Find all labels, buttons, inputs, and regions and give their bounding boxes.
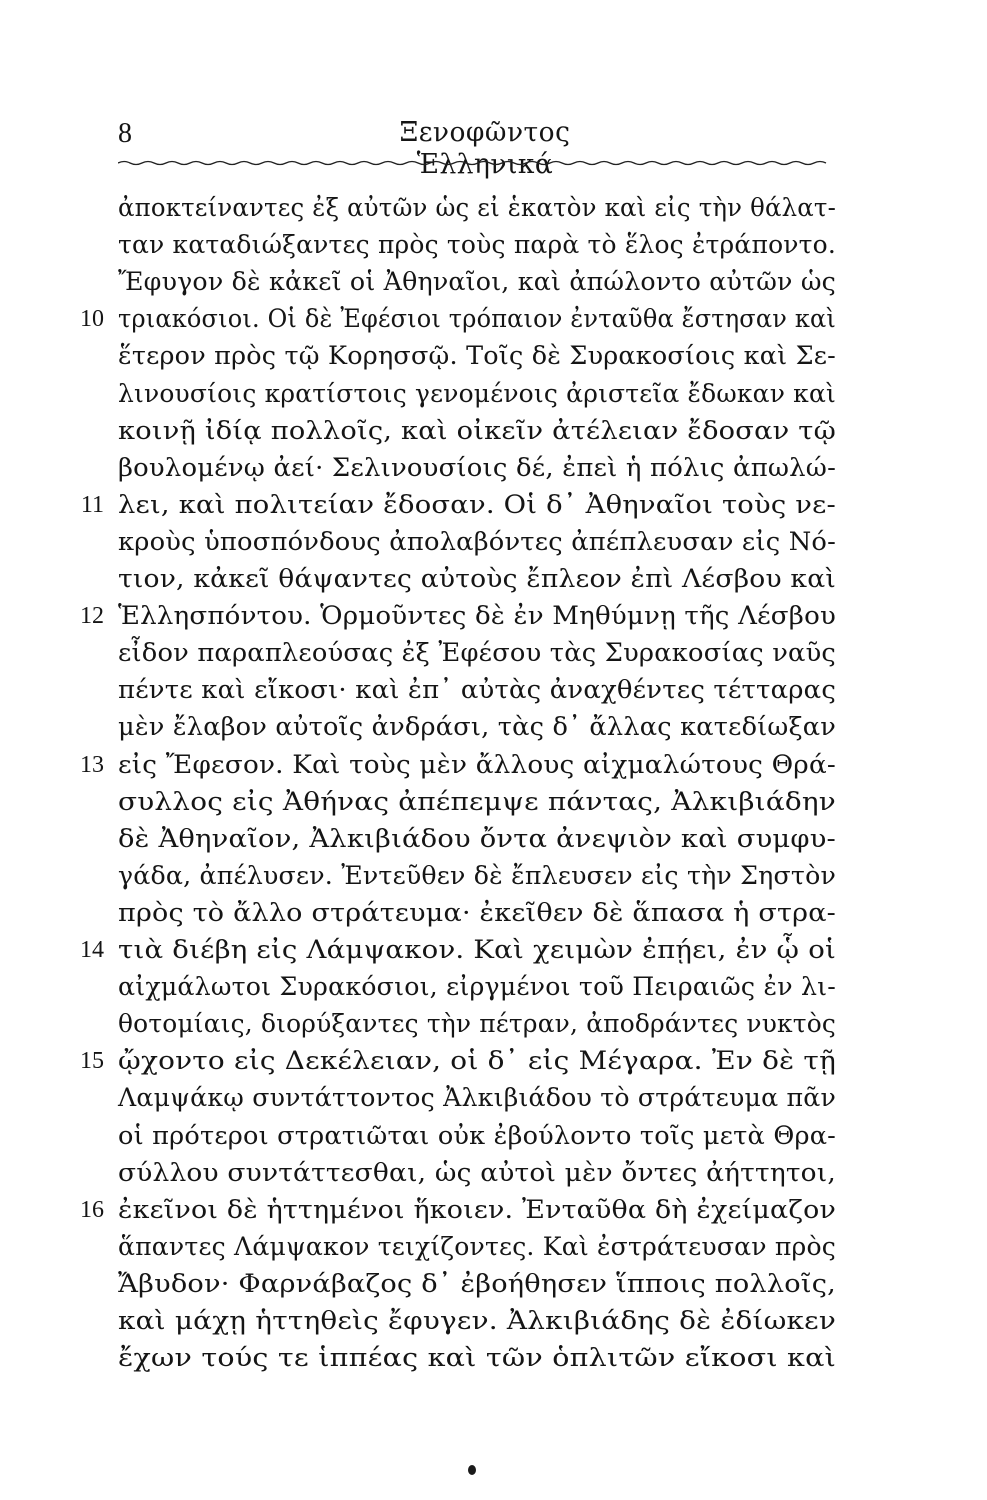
section-number: 12 [80,603,104,630]
text-line: μὲν ἔλαβον αὐτοῖς ἀνδράσι, τὰς δ᾽ ἄλλας κατεδίωξαν [118,712,837,742]
section-number: 16 [80,1196,104,1223]
body-text [0,188,987,1408]
text-line: οἱ πρότεροι στρατιῶται οὐκ ἐβούλοντο τοῖς μετὰ Θρα- [118,1120,837,1150]
text-line: Ἑλλησπόντου. Ὁρμοῦντες δὲ ἐν Μηθύμνῃ τῆς Λέσβου [118,601,836,631]
text-line: τιὰ διέβη εἰς Λάμψακον. Καὶ χειμὼν ἐπῄει, ἐν ᾧ οἱ [118,935,837,964]
section-number: 14 [80,937,104,963]
text-line: ἐκεῖνοι δὲ ἡττημένοι ἥκοιεν. Ἐνταῦθα δὴ ἐχείμαζον [118,1194,837,1224]
text-line: θοτομίαις, διορύξαντες τὴν πέτραν, ἀποδράντες νυκτὸς [118,1009,837,1039]
text-line: κροὺς ὑποσπόνδους ἀπολαβόντες ἀπέπλευσαν εἰς Νό- [118,526,837,556]
text-line: λινουσίοις κρατίστοις γενομένοις ἀριστεῖα ἔδωκαν καὶ [118,378,836,408]
text-line: εἰς Ἔφεσον. Καὶ τοὺς μὲν ἄλλους αἰχμαλώτους Θρά- [118,749,836,779]
text-line: ἅπαντες Λάμψακον τειχίζοντες. Καὶ ἐστράτευσαν πρὸς [118,1231,837,1261]
text-line: τριακόσιοι. Οἱ δὲ Ἐφέσιοι τρόπαιον ἐνταῦθα ἔστησαν καὶ [118,304,837,334]
text-line: εἶδον παραπλεούσας ἐξ Ἐφέσου τὰς Συρακοσίας ναῦς [118,638,837,668]
text-line: γάδα, ἀπέλυσεν. Ἐντεῦθεν δὲ ἔπλευσεν εἰς τὴν Σηστὸν [118,860,836,890]
text-line: σύλλου συντάττεσθαι, ὡς αὐτοὶ μὲν ὄντες ἀήττητοι, [118,1157,836,1187]
text-line: καὶ μάχῃ ἡττηθεὶς ἔφυγεν. Ἀλκιβιάδης δὲ ἐδίωκεν [118,1306,836,1335]
text-line: ᾤχοντο εἰς Δεκέλειαν, οἱ δ᾽ εἰς Μέγαρα. Ἐν δὲ τῇ [118,1046,837,1076]
text-line: αἰχμάλωτοι Συρακόσιοι, εἰργμένοι τοῦ Πειραιῶς ἐν λι- [118,972,836,1002]
text-line: ἔχων τούς τε ἱππέας καὶ τῶν ὁπλιτῶν εἴκοσι καὶ [118,1343,837,1373]
text-line: λει, καὶ πολιτείαν ἔδοσαν. Οἱ δ᾽ Ἀθηναῖοι τοὺς νε- [118,489,837,519]
ink-speck [468,1465,476,1475]
page-number: 8 [118,118,132,149]
text-line: τιον, κἀκεῖ θάψαντες αὐτοὺς ἔπλεον ἐπὶ Λέσβου καὶ [118,564,837,593]
text-line: βουλομένῳ ἀεί· Σελινουσίοις δέ, ἐπεὶ ἡ πόλις ἀπωλώ- [118,452,837,482]
header-rule-line [118,160,828,166]
text-line: Ἔφυγον δὲ κἀκεῖ οἱ Ἀθηναῖοι, καὶ ἀπώλοντο αὐτῶν ὡς [118,267,836,297]
text-line: δὲ Ἀθηναῖον, Ἀλκιβιάδου ὄντα ἀνεψιὸν καὶ συμφυ- [118,823,837,853]
text-line: συλλος εἰς Ἀθήνας ἀπέπεμψε πάντας, Ἀλκιβιάδην [118,786,836,816]
text-line: κοινῇ ἰδίᾳ πολλοῖς, καὶ οἰκεῖν ἀτέλειαν ἔδοσαν τῷ [118,415,836,445]
section-number: 10 [80,306,104,333]
section-number: 15 [80,1048,104,1075]
text-line: ἕτερον πρὸς τῷ Κορησσῷ. Τοῖς δὲ Συρακοσίοις καὶ Σε- [118,341,836,371]
text-line: πέντε καὶ εἴκοσι· καὶ ἐπ᾽ αὐτὰς ἀναχθέντες τέτταρας [118,675,837,705]
running-head: Ξενοφῶντος Ἑλληνικά [399,117,571,180]
section-number: 13 [80,751,104,778]
text-line: Λαμψάκῳ συντάττοντος Ἀλκιβιάδου τὸ στράτευμα πᾶν [118,1083,837,1113]
header-rule [118,160,828,166]
text-line: ἀποκτείναντες ἐξ αὐτῶν ὡς εἰ ἑκατὸν καὶ εἰς τὴν θάλατ- [118,193,837,222]
text-line: Ἄβυδον· Φαρνάβαζος δ᾽ ἐβοήθησεν ἵπποις πολλοῖς, [118,1268,837,1298]
section-number: 11 [80,491,104,518]
text-line: ταν καταδιώξαντες πρὸς τοὺς παρὰ τὸ ἕλος ἐτράποντο. [118,230,837,260]
text-line: πρὸς τὸ ἄλλο στράτευμα· ἐκεῖθεν δὲ ἅπασα ἡ στρα- [118,897,837,927]
